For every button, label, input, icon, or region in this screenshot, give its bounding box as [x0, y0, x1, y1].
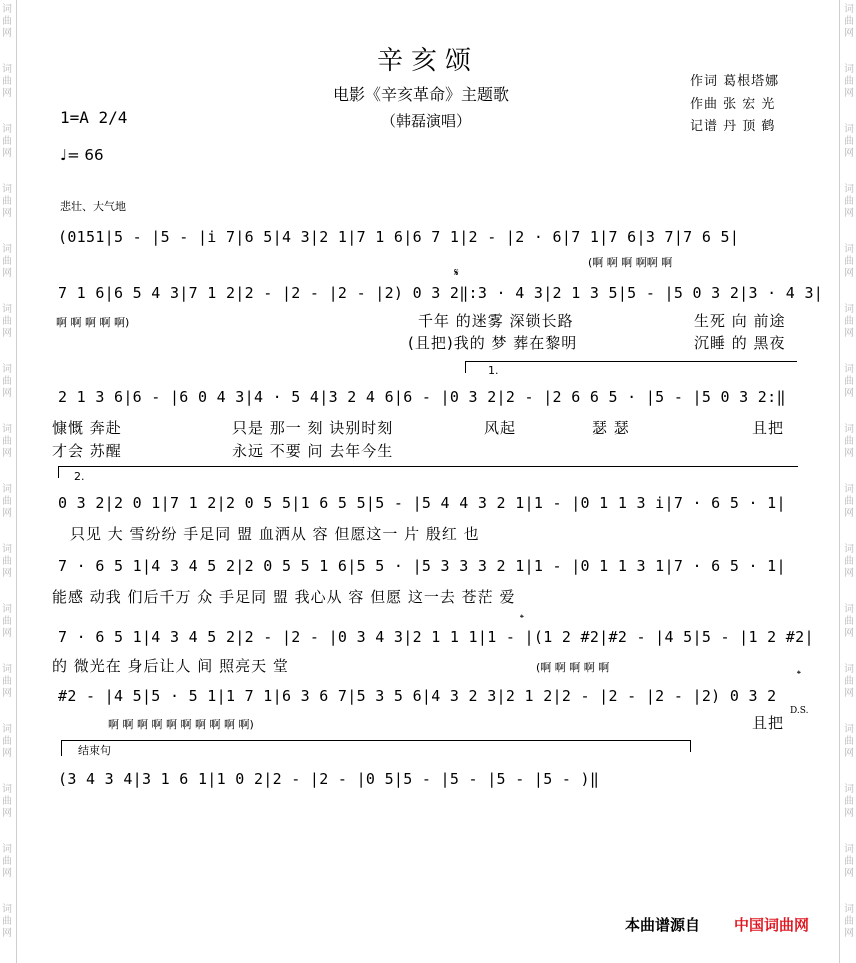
volta-1-bracket-start [465, 361, 466, 373]
watermark-text: 词 曲 网 [2, 304, 12, 339]
volta-1-label: 1. [488, 364, 499, 377]
watermark-text: 词 曲 网 [844, 784, 854, 819]
score-row-2-lyric-1b: 生死 向 前途 [694, 312, 786, 330]
score-row-4-notes: 0 3 2|2 0 1|7 1 2|2 0 5 5|1 6 5 5|5 - |5 4 4 3 2 1|1 - |0 1 1 3 i|7 · 6 5 · 1| [58, 494, 786, 512]
score-row-2-ah: 啊 啊 啊 啊 啊) [56, 316, 130, 329]
watermark-text: 词 曲 网 [844, 544, 854, 579]
score-row-3-lyric-1c: 风起 [484, 419, 517, 437]
score-row-5-lyric: 能感 动我 们后千万 众 手足同 盟 我心从 容 但愿 这一去 苍茫 爱 [52, 588, 516, 606]
ending-label: 结束句 [78, 744, 111, 757]
score-row-3-lyric-1e: 且把 [752, 419, 785, 437]
score-row-7-lyric: 且把 [752, 714, 785, 732]
score-row-3-lyric-1: 慷慨 奔赴 [52, 419, 122, 437]
watermark-text: 词 曲 网 [844, 64, 854, 99]
watermark-text: 词 曲 网 [844, 124, 854, 159]
score-row-2-lyric-1: 千年 的迷雾 深锁长路 [418, 312, 574, 330]
watermark-text: 词 曲 网 [2, 604, 12, 639]
quarter-note-icon: ♩ [60, 146, 68, 164]
ending-bracket-start [61, 740, 62, 756]
left-watermark-strip [0, 0, 14, 963]
coda-icon: 𝄌 [520, 612, 524, 625]
watermark-text: 词 曲 网 [2, 784, 12, 819]
watermark-text: 词 曲 网 [844, 184, 854, 219]
singer-credit: （韩磊演唱） [381, 112, 472, 130]
watermark-text: 词 曲 网 [2, 664, 12, 699]
watermark-text: 词 曲 网 [2, 64, 12, 99]
score-row-4-lyric: 只见 大 雪纷纷 手足同 盟 血洒从 容 但愿这一 片 殷红 也 [70, 525, 480, 543]
watermark-text: 词 曲 网 [844, 904, 854, 939]
footer-source-text: 本曲谱源自 [625, 916, 701, 934]
watermark-text: 词 曲 网 [2, 124, 12, 159]
lyricist-credit: 作词 葛根塔娜 [690, 74, 780, 89]
ending-notes: (3 4 3 4|3 1 6 1|1 0 2|2 - |2 - |0 5|5 - |5 - |5 - |5 - )‖ [58, 770, 600, 788]
watermark-text: 词 曲 网 [844, 304, 854, 339]
segno-icon: 𝄋 [454, 266, 459, 279]
watermark-text: 词 曲 网 [844, 844, 854, 879]
tempo-value: = 66 [67, 146, 104, 164]
song-subtitle: 电影《辛亥革命》主题歌 [333, 85, 510, 104]
watermark-text: 词 曲 网 [844, 484, 854, 519]
watermark-text: 词 曲 网 [844, 424, 854, 459]
watermark-text: 词 曲 网 [844, 724, 854, 759]
score-row-7-ah: 啊 啊 啊 啊 啊 啊 啊 啊 啊 啊) [108, 718, 254, 731]
score-row-6-ah: (啊 啊 啊 啊 啊 [536, 661, 610, 674]
tempo-marking [60, 146, 104, 164]
score-row-2-lyric-2b: 沉睡 的 黑夜 [694, 334, 786, 352]
watermark-text: 词 曲 网 [844, 244, 854, 279]
volta-2-label: 2. [74, 470, 85, 483]
watermark-text: 词 曲 网 [844, 604, 854, 639]
expression-marking: 悲壮、大气地 [60, 200, 126, 213]
left-margin-line [16, 0, 17, 963]
volta-2-bracket [58, 466, 798, 467]
da-segno-marking: D.S. [790, 706, 809, 716]
ending-bracket [61, 740, 691, 741]
footer-site-link[interactable]: 中国词曲网 [734, 916, 810, 934]
score-row-7-notes: #2 - |4 5|5 · 5 1|1 7 1|6 3 6 7|5 3 5 6|4 3 2 3|2 1 2|2 - |2 - |2 - |2) 0 3 2 [58, 687, 777, 705]
score-row-2-notes: 7 1 6|6 5 4 3|7 1 2|2 - |2 - |2 - |2) 0 3 2‖:3 · 4 3|2 1 3 5|5 - |5 0 3 2|3 · 4 3| [58, 284, 824, 302]
score-row-2-lyric-2: (且把)我的 梦 葬在黎明 [408, 334, 578, 352]
volta-2-bracket-start [58, 466, 59, 478]
score-row-3-lyric-2b: 永远 不要 问 去年今生 [232, 442, 394, 460]
watermark-text: 词 曲 网 [2, 844, 12, 879]
score-row-1-ah: (啊 啊 啊 啊啊 啊 [588, 256, 673, 269]
score-row-3-lyric-1b: 只是 那一 刻 诀别时刻 [232, 419, 394, 437]
watermark-text: 词 曲 网 [844, 4, 854, 39]
watermark-text: 词 曲 网 [844, 364, 854, 399]
watermark-text: 词 曲 网 [2, 244, 12, 279]
score-row-6-lyric: 的 微光在 身后让人 间 照亮天 堂 [52, 657, 289, 675]
right-watermark-strip [842, 0, 856, 963]
key-signature: 1=A 2/4 [60, 108, 128, 127]
watermark-text: 词 曲 网 [2, 184, 12, 219]
right-margin-line [839, 0, 840, 963]
watermark-text: 词 曲 网 [2, 544, 12, 579]
coda-icon-end: 𝄌 [797, 668, 801, 681]
score-row-6-notes: 7 · 6 5 1|4 3 4 5 2|2 - |2 - |0 3 4 3|2 1 1 1|1 - |(1 2 #2|#2 - |4 5|5 - |1 2 #2| [58, 628, 814, 646]
watermark-text: 词 曲 网 [844, 664, 854, 699]
song-title: 辛亥颂 [376, 46, 479, 76]
watermark-text: 词 曲 网 [2, 364, 12, 399]
ending-bracket-end [690, 740, 691, 752]
watermark-text: 词 曲 网 [2, 724, 12, 759]
score-row-3-lyric-1d: 瑟 瑟 [592, 419, 630, 437]
volta-1-bracket [465, 361, 797, 362]
composer-credit: 作曲 张 宏 光 [690, 97, 776, 112]
watermark-text: 词 曲 网 [2, 4, 12, 39]
watermark-text: 词 曲 网 [2, 484, 12, 519]
watermark-text: 词 曲 网 [2, 424, 12, 459]
score-row-3-notes: 2 1 3 6|6 - |6 0 4 3|4 · 5 4|3 2 4 6|6 - |0 3 2|2 - |2 6 6 5 · |5 - |5 0 3 2:‖ [58, 388, 786, 406]
notation-credit: 记谱 丹 顶 鹤 [690, 119, 776, 134]
score-row-1-notes: (0151|5 - |5 - |i 7|6 5|4 3|2 1|7 1 6|6 7 1|2 - |2 · 6|7 1|7 6|3 7|7 6 5| [58, 228, 740, 246]
watermark-text: 词 曲 网 [2, 904, 12, 939]
score-row-3-lyric-2: 才会 苏醒 [52, 442, 122, 460]
score-row-5-notes: 7 · 6 5 1|4 3 4 5 2|2 0 5 5 1 6|5 5 · |5 3 3 3 2 1|1 - |0 1 1 3 1|7 · 6 5 · 1| [58, 557, 786, 575]
